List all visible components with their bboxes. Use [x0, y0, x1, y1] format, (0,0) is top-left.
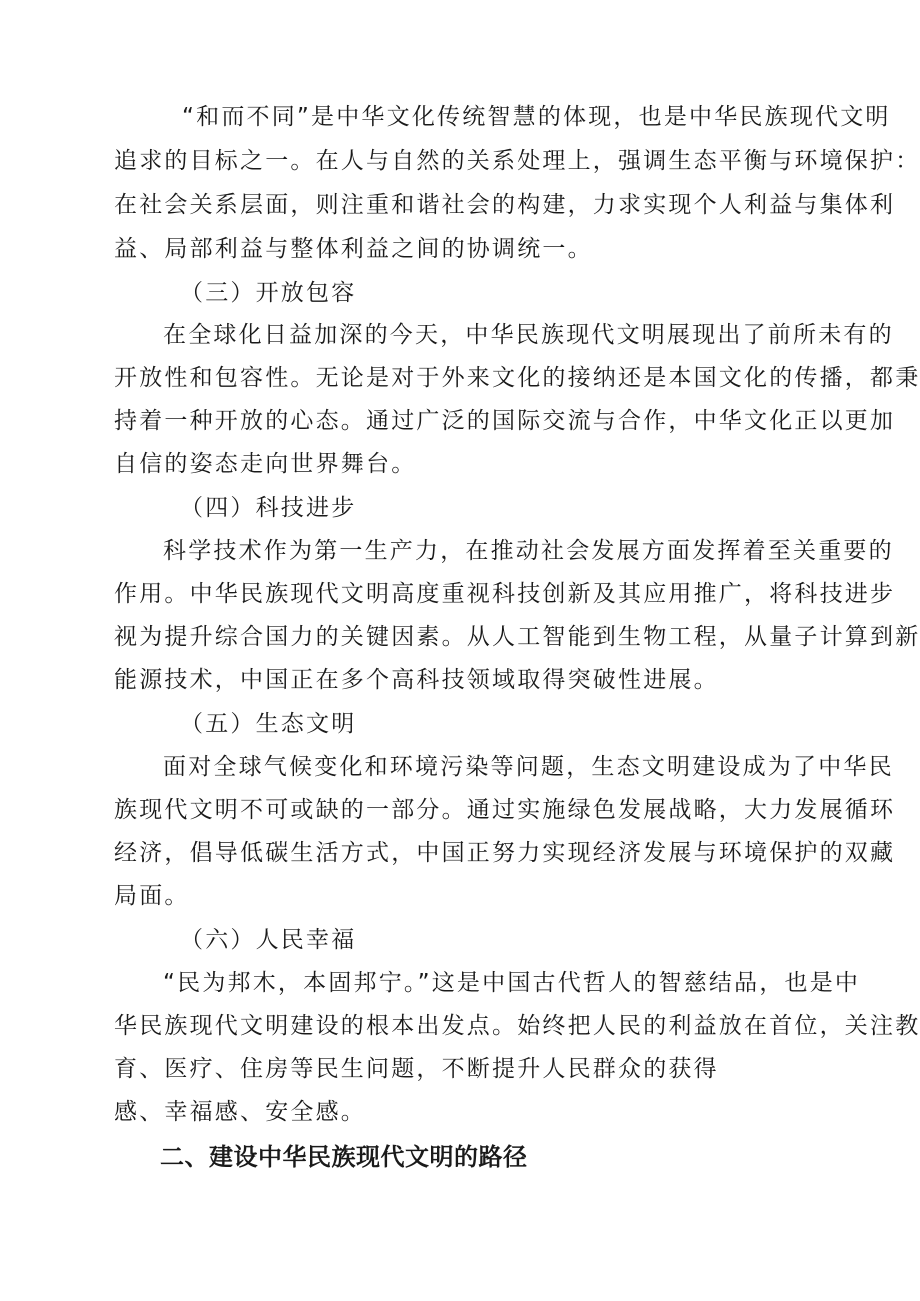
- section-heading-6: （六）人民幸福: [180, 927, 357, 953]
- paragraph-4-line-4: 局面。: [114, 883, 190, 909]
- paragraph-4-line-1: 面对全球气候变化和环境污染等问题，生态文明建设成为了中华民: [163, 754, 894, 780]
- paragraph-5-line-4: 感、幸福感、安全感。: [114, 1099, 366, 1125]
- paragraph-4-line-3: 经济，倡导低碳生活方式，中国正努力实现经济发展与环境保护的双藏: [114, 840, 896, 866]
- paragraph-5-line-2: 华民族现代文明建设的根本出发点。始终把人民的利益放在首位，关注教: [114, 1013, 920, 1039]
- paragraph-2-line-1: 在全球化日益加深的今天，中华民族现代文明展现出了前所未有的: [163, 322, 894, 348]
- paragraph-1-line-3: 在社会关系层面，则注重和谐社会的构建，力求实现个人利益与集体利: [114, 192, 896, 218]
- paragraph-1-line-4: 益、局部利益与整体利益之间的协调统一。: [114, 236, 593, 262]
- section-heading-4: （四）科技进步: [180, 495, 357, 521]
- paragraph-1-line-1: “和而不同”是中华文化传统智慧的体现，也是中华民族现代文明: [182, 104, 891, 130]
- paragraph-2-line-2: 开放性和包容性。无论是对于外来文化的接纳还是本国文化的传播，都秉: [114, 365, 920, 391]
- section-heading-3: （三）开放包容: [180, 280, 357, 306]
- paragraph-3-line-4: 能源技术，中国正在多个高科技领域取得突破性进展。: [114, 667, 719, 693]
- chapter-heading: 二、建设中华民族现代文明的路径: [160, 1143, 528, 1171]
- paragraph-5-line-3: 育、医疗、住房等民生问题，不断提升人民群众的获得: [114, 1056, 719, 1082]
- paragraph-4-line-2: 族现代文明不可或缺的一部分。通过实施绿色发展战略，大力发展循环: [114, 797, 896, 823]
- paragraph-3-line-1: 科学技术作为第一生产力，在推动社会发展方面发挥着至关重要的: [163, 538, 894, 564]
- paragraph-5-line-1: “民为邦木，本固邦宁。”这是中国古代哲人的智慈结品，也是中: [163, 970, 861, 996]
- paragraph-3-line-3: 视为提升综合国力的关键因素。从人工智能到生物工程，从量子计算到新: [114, 624, 920, 650]
- paragraph-3-line-2: 作用。中华民族现代文明高度重视科技创新及其应用推广，将科技进步: [114, 581, 896, 607]
- paragraph-2-line-4: 自信的姿态走向世界舞台。: [114, 451, 417, 477]
- paragraph-2-line-3: 持着一种开放的心态。通过广泛的国际交流与合作，中华文化正以更加: [114, 408, 896, 434]
- paragraph-1-line-2: 追求的目标之一。在人与自然的关系处理上，强调生态平衡与环境保护：: [114, 148, 920, 174]
- section-heading-5: （五）生态文明: [180, 711, 357, 737]
